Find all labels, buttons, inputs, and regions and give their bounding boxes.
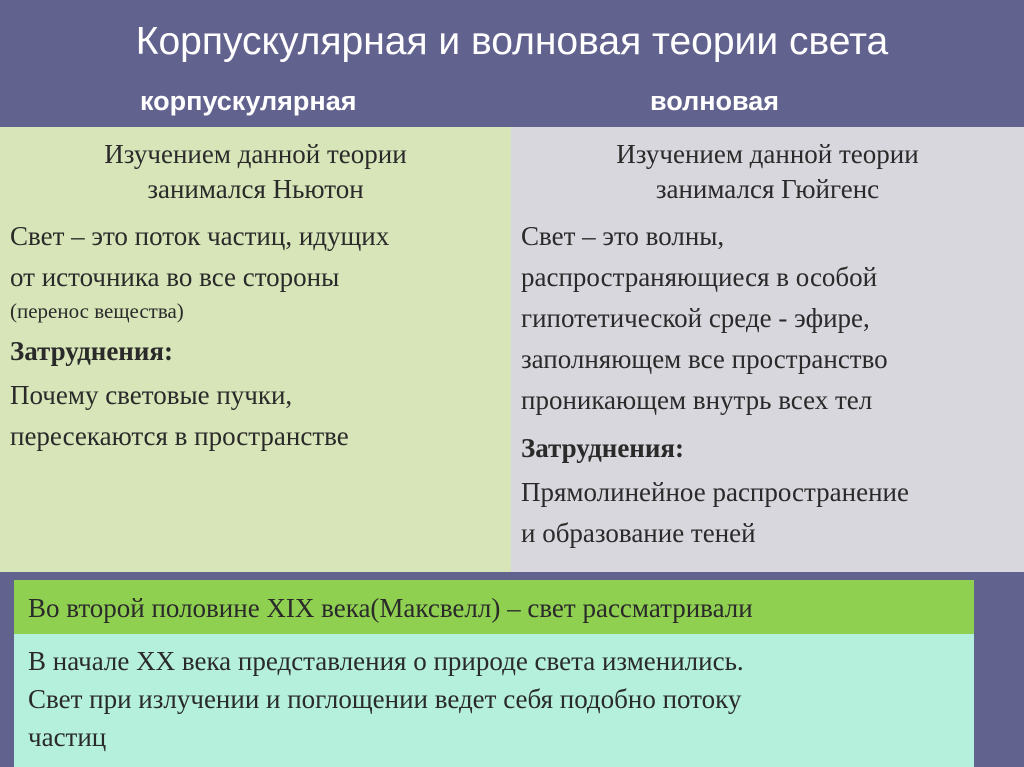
corpuscular-problem-line: пересекаются в пространстве: [10, 421, 349, 451]
wave-author-line: Изучением данной теории: [616, 139, 919, 169]
wave-description-line: гипотетической среде - эфире,: [521, 303, 870, 333]
wave-problem-line: Прямолинейное распространение: [521, 477, 909, 507]
slide-title: Корпускулярная и волновая теории света: [135, 20, 889, 63]
corpuscular-description-line: Свет – это поток частиц, идущих: [10, 221, 390, 251]
twentieth-century-note-line: В начале XX века представления о природе света изменились.: [28, 646, 744, 676]
corpuscular-problem: [10, 375, 501, 457]
wave-theory-cell: [511, 127, 1024, 572]
wave-author: [521, 127, 1014, 207]
column-heading-corpuscular: корпускулярная: [140, 86, 357, 116]
wave-description-line: заполняющем все пространство: [521, 344, 888, 374]
corpuscular-description: [10, 216, 501, 298]
corpuscular-author: [10, 127, 501, 207]
twentieth-century-note-line: Свет при излучении и поглощении ведет себя подобно потоку: [28, 684, 742, 714]
corpuscular-author-line: Изучением данной теории: [104, 139, 407, 169]
wave-difficulty-label: Затруднения:: [521, 433, 685, 463]
corpuscular-note: (перенос вещества): [10, 299, 184, 323]
column-heading-wave: волновая: [650, 86, 780, 116]
twentieth-century-note: [14, 634, 974, 767]
wave-problem: [521, 472, 1014, 554]
twentieth-century-note-line: частиц: [28, 722, 107, 752]
wave-description: [521, 216, 1014, 421]
maxwell-note: Во второй половине XIX века(Максвелл) – свет рассматривали: [14, 580, 974, 634]
corpuscular-problem-line: Почему световые пучки,: [10, 380, 293, 410]
corpuscular-difficulty-label: Затруднения:: [10, 336, 174, 366]
corpuscular-description-line: от источника во все стороны: [10, 262, 340, 292]
wave-author-line: занимался Гюйгенс: [655, 174, 880, 204]
wave-problem-line: и образование теней: [521, 518, 756, 548]
corpuscular-author-line: занимался Ньютон: [147, 174, 364, 204]
corpuscular-theory-cell: [0, 127, 511, 572]
wave-description-line: проникающем внутрь всех тел: [521, 385, 873, 415]
wave-description-line: Свет – это волны,: [521, 221, 725, 251]
wave-description-line: распространяющиеся в особой: [521, 262, 878, 292]
